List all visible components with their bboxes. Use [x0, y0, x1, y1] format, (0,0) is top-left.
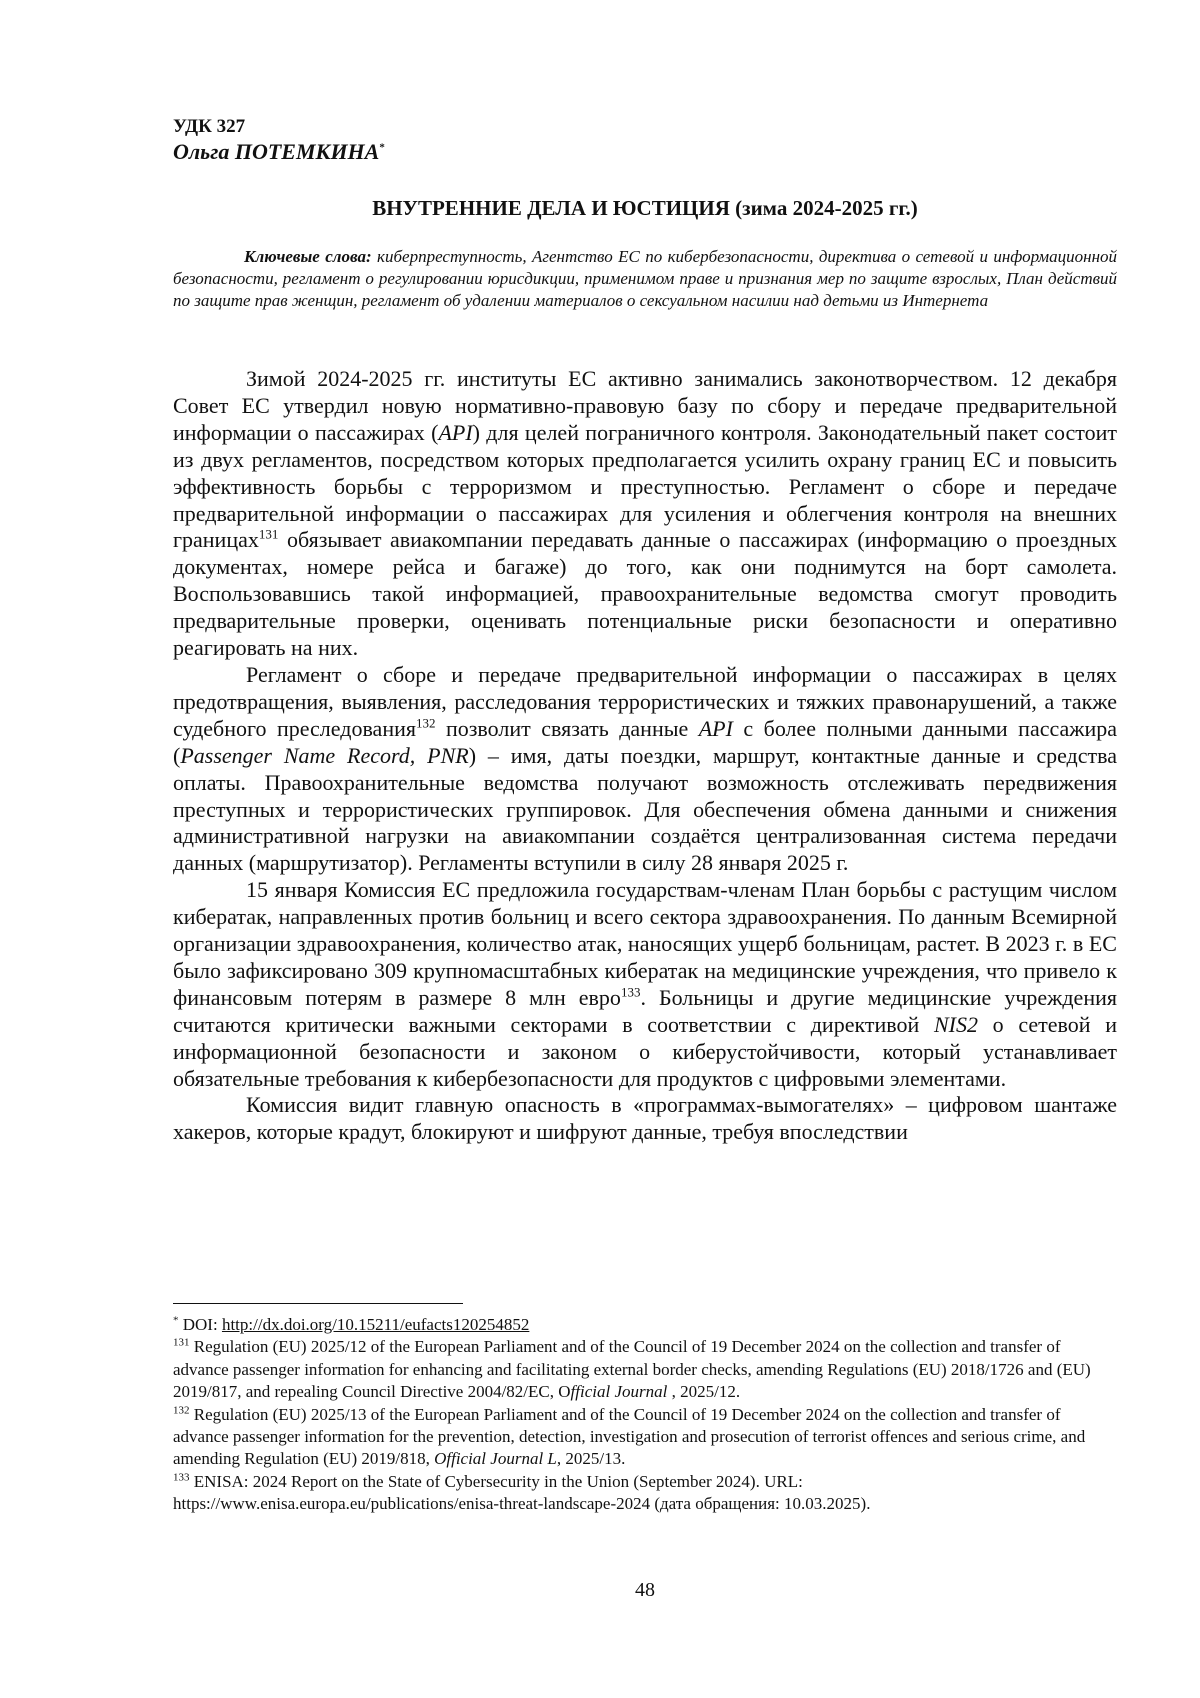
- text-run-italic: API: [698, 715, 733, 741]
- author-footnote-mark[interactable]: *: [379, 141, 385, 154]
- footnote-133: [173, 1471, 1117, 1516]
- paragraph-1: [173, 366, 1117, 662]
- text-run-italic: API: [438, 419, 473, 445]
- text-run: ) – имя, даты поездки, маршрут, контактные данные и средства оплаты. Правоохранительные ведомства получают возможность отслеживать передвижения преступных и террористических группировок. Для обеспечения обмена данными и снижения административной нагрузки на авиакомпании создаётся централизованная система передачи данных (маршрутизатор). Регламенты вступили в силу 28 января 2025 г.: [173, 742, 1117, 876]
- footnote-text: DOI:: [178, 1315, 222, 1334]
- author-name: [173, 139, 1133, 165]
- text-run: 15 января Комиссия ЕС предложила государствам-членам План борьбы с растущим числом кибератак, направленных против больниц и всего сектора здравоохранения. По данным Всемирной организации здравоохранения, количество атак, наносящих ущерб больницам, растет. В 2023 г. в ЕС было зафиксировано 309 крупномасштабных кибератак на медицинские учреждения, что привело к финансовым потерям в размере 8 млн евро: [173, 877, 1117, 1010]
- footnote-text-italic: fficial Journal: [570, 1382, 668, 1402]
- keywords-block: [173, 246, 1117, 312]
- footnote-text: , 2025/13.: [556, 1449, 626, 1469]
- text-run: позволит связать данные: [435, 715, 699, 741]
- keywords-label: Ключевые слова:: [244, 247, 372, 266]
- keywords-text: киберпреступность, Агентство ЕС по кибербезопасности, директива о сетевой и информационной безопасности, регламент о регулировании юрисдикции, применимом праве и признания мер по защите взрослых, План действий по защите прав женщин, регламент об удалении материалов о сексуальном насилии над детьми из Интернета: [173, 247, 1118, 310]
- footnote-separator: [173, 1303, 463, 1304]
- text-run: . Больницы и другие медицинские учреждения считаются критически важными секторами в соответствии с директивой: [173, 984, 1117, 1037]
- article-header: [173, 115, 1133, 165]
- footnote-star: [173, 1314, 1117, 1336]
- paragraph-4: [173, 1092, 1117, 1146]
- text-run: Комиссия видит главную опасность в «программах-вымогателях» – цифровом шантаже хакеров, которые крадут, блокируют и шифруют данные, требуя впоследствии: [173, 1092, 1117, 1145]
- text-run: ) для целей пограничного контроля. Законодательный пакет состоит из двух регламентов, посредством которых предполагается усилить охрану границ ЕС и повысить эффективность борьбы с терроризмом и преступностью. Регламент о сборе и передаче предварительной информации о пассажирах для усиления и облегчения контроля на внешних границах: [173, 419, 1117, 553]
- footnote-132: [173, 1404, 1117, 1471]
- footnote-ref-133[interactable]: 133: [620, 984, 641, 1000]
- footnote-mark: *: [173, 1314, 179, 1327]
- text-run: Зимой 2024-2025 гг. институты ЕС активно занимались законотворчеством. 12 декабря Совет ЕС утвердил новую нормативно-правовую базу по сбору и передаче предварительной информации о пассажирах (: [173, 366, 1117, 445]
- text-run: о сетевой и информационной безопасности и законом о киберустойчивости, который устанавливает обязательные требования к кибербезопасности для продуктов с цифровыми элементами.: [173, 1011, 1117, 1091]
- footnote-ref-132[interactable]: 132: [416, 715, 436, 731]
- footnote-text: , 2025/12.: [667, 1382, 741, 1402]
- text-run: Регламент о сборе и передаче предварительной информации о пассажирах в целях предотвращения, выявления, расследования террористических и тяжких правонарушений, а также судебного преследования: [173, 661, 1117, 741]
- text-run-italic: NIS2: [933, 1011, 978, 1037]
- footnote-mark: 132: [173, 1403, 190, 1416]
- footnote-text-italic: Official Journal L: [434, 1449, 557, 1469]
- text-run-italic: Passenger Name Record, PNR: [180, 742, 469, 768]
- paragraph-3: [173, 877, 1117, 1092]
- footnote-ref-131[interactable]: 131: [258, 527, 279, 543]
- author-name-text: Ольга ПОТЕМКИНА: [173, 139, 380, 164]
- text-run: с более полными данными пассажира (: [173, 715, 1118, 768]
- paragraph-2: [173, 662, 1117, 877]
- footnote-text: Regulation (EU) 2025/13 of the European Parliament and of the Council of 19 December 2024 on the collection and transfer of advance passenger information for the prevention, detection, investigation and prosecution of terrorist offences and serious crime, and amending Regulation (EU) 2019/818,: [173, 1404, 1086, 1469]
- text-run: обязывает авиакомпании передавать данные о пассажирах (информацию о проездных документах, номере рейса и багаже) до того, как они поднимутся на борт самолета. Воспользовавшись такой информацией, правоохранительные ведомства смогут проводить предварительные проверки, оценивать потенциальные риски безопасности и оперативно реагировать на них.: [173, 527, 1117, 661]
- footnote-text: ENISA: 2024 Report on the State of Cybersecurity in the Union (September 2024). URL: https://www.enisa.europa.eu/publications/enisa-threat-landscape-2024 (дата обращения: 10.03.2025).: [173, 1471, 871, 1514]
- footnote-mark: 133: [173, 1471, 190, 1484]
- article-title: ВНУТРЕННИЕ ДЕЛА И ЮСТИЦИЯ (зима 2024-2025 гг.): [372, 196, 918, 220]
- footnotes-block: [173, 1314, 1117, 1516]
- doi-link[interactable]: http://dx.doi.org/10.15211/eufacts120254852: [221, 1315, 530, 1334]
- udc-code: УДК 327: [173, 116, 246, 137]
- page-number: 48: [635, 1579, 655, 1601]
- footnote-131: [173, 1336, 1117, 1403]
- footnote-text: Regulation (EU) 2025/12 of the European Parliament and of the Council of 19 December 2024 on the collection and transfer of advance passenger information for enhancing and facilitating external border checks, amending Regulations (EU) 2018/1726 and (EU) 2019/817, and repealing Council Directive 2004/82/EC, O: [173, 1337, 1091, 1402]
- article-body: [173, 366, 1117, 1146]
- footnote-mark: 131: [173, 1336, 190, 1349]
